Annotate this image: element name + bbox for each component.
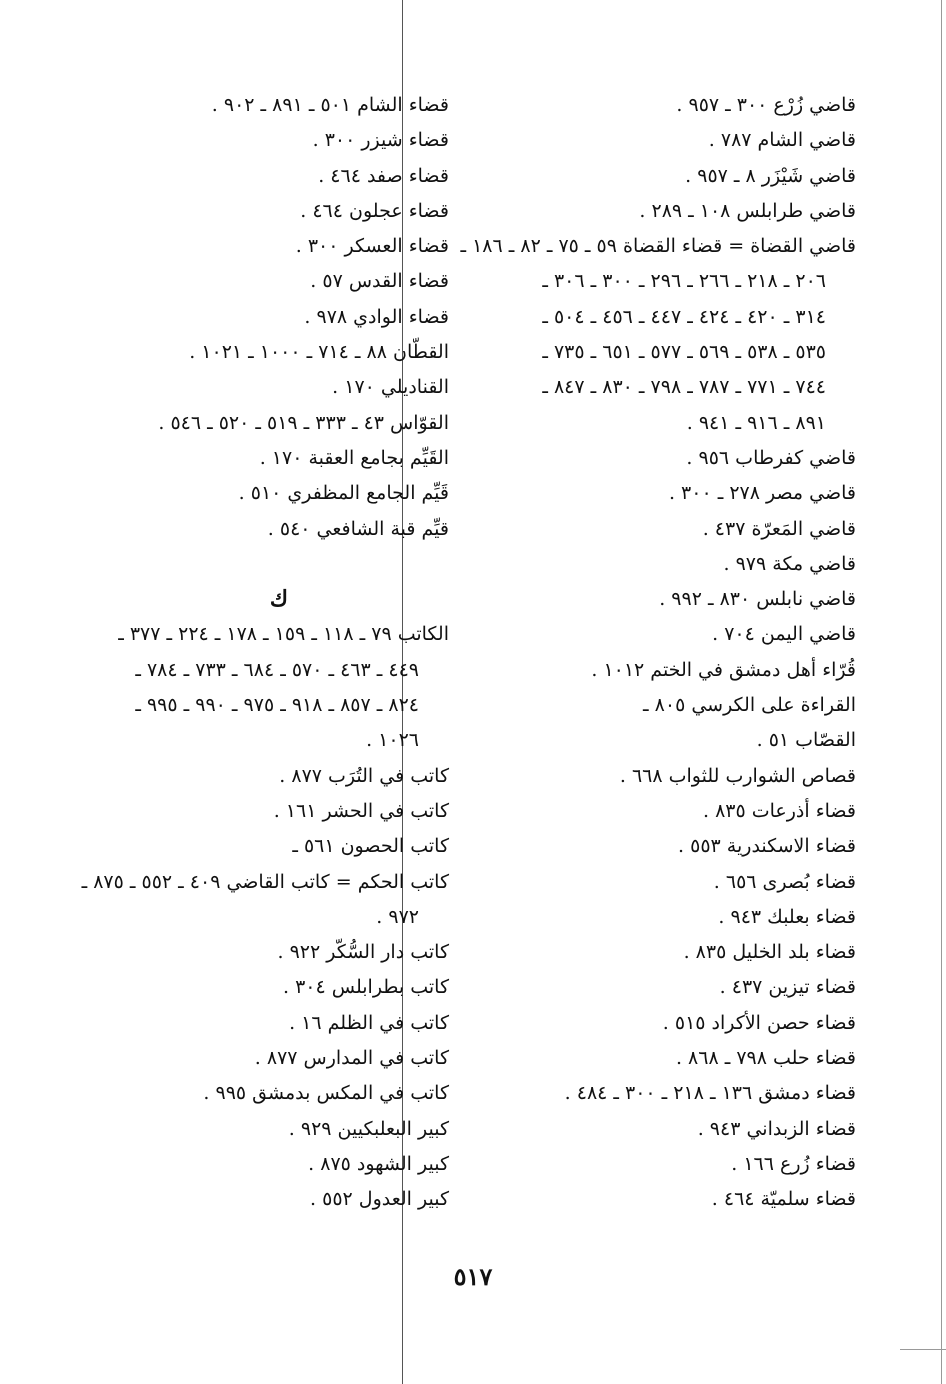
index-entry: ٤٤٩ ـ ٤٦٣ ـ ٥٧٠ ـ ٦٨٤ ـ ٧٣٣ ـ ٧٨٤ ـ [135,658,419,681]
index-entry: قاضي مصر ٢٧٨ ـ ٣٠٠ . [668,482,856,505]
index-entry: قاضي مكة ٩٧٩ . [723,552,856,575]
index-entry: قضاء زُرع ١٦٦ . [731,1152,856,1175]
index-entry: قضاء تيزين ٤٣٧ . [719,976,856,999]
index-entry: ٧٤٤ ـ ٧٧١ ـ ٧٨٧ ـ ٧٩٨ ـ ٨٣٠ ـ ٨٤٧ ـ [542,376,826,399]
index-entry: كاتب في المكس بدمشق ٩٩٥ . [203,1082,449,1105]
index-entry: قضاء بلد الخليل ٨٣٥ . [683,941,856,964]
index-entry: قضاء دمشق ١٣٦ ـ ٢١٨ ـ ٣٠٠ ـ ٤٨٤ . [564,1082,856,1105]
index-entry: ٨٢٤ ـ ٨٥٧ ـ ٩١٨ ـ ٩٧٥ ـ ٩٩٠ ـ ٩٩٥ ـ [135,694,419,717]
index-entry: قاضي نابلس ٨٣٠ ـ ٩٩٢ . [659,588,856,611]
index-entry: قيِّم قبة الشافعي ٥٤٠ . [267,517,449,540]
index-entry: القطّان ٨٨ ـ ٧١٤ ـ ١٠٠٠ ـ ١٠٢١ . [189,341,449,364]
index-entry: القناديلي ١٧٠ . [332,376,449,399]
index-entry: قضاء بعلبك ٩٤٣ . [718,905,856,928]
index-entry: قاضي المَعرّة ٤٣٧ . [702,517,856,540]
index-entry: قاضي الشام ٧٨٧ . [708,129,856,152]
index-entry: قضاء الشام ٥٠١ ـ ٨٩١ ـ ٩٠٢ . [211,94,449,116]
index-entry: كاتب في الحشر ١٦١ . [273,799,449,822]
index-entry: ٨٩١ ـ ٩١٦ ـ ٩٤١ . [686,411,826,434]
index-entry: قاضي شَيْزَر ٨ ـ ٩٥٧ . [685,164,856,187]
index-entry: ٥٣٥ ـ ٥٣٨ ـ ٥٦٩ ـ ٥٧٧ ـ ٦٥١ ـ ٧٣٥ ـ [542,341,826,364]
index-entry: قَيِّم الجامع المظفري ٥١٠ . [238,482,449,505]
index-entry: كبير البعلبكيين ٩٢٩ . [288,1117,449,1140]
index-entry: القراءة على الكرسي ٨٠٥ ـ [643,694,856,717]
index-column-right [460,88,856,1218]
index-entry: قضاء الاسكندرية ٥٥٣ . [678,835,856,858]
index-entry: قضاء الزبداني ٩٤٣ . [697,1117,856,1140]
index-entry: كاتب في المدارس ٨٧٧ . [254,1047,449,1070]
index-entry: ١٠٢٦ . [366,729,419,752]
index-entry: كاتب في التُرَب ٨٧٧ . [279,764,449,787]
index-entry: قاضي طرابلس ١٠٨ ـ ٢٨٩ . [639,199,856,222]
index-entry: كاتب في الظلم ١٦ . [289,1011,449,1034]
index-entry: قضاء عجلون ٤٦٤ . [300,199,449,222]
index-entry: قضاء سلميّة ٤٦٤ . [711,1188,856,1211]
index-entry: قاضي زُرْع ٣٠٠ ـ ٩٥٧ . [676,94,856,116]
blank-line [69,547,449,582]
index-entry: كبير الشهود ٨٧٥ . [308,1152,449,1175]
index-entry: قضاء حلب ٧٩٨ ـ ٨٦٨ . [675,1047,856,1070]
index-entry: كاتب الحكم = كاتب القاضي ٤٠٩ ـ ٥٥٢ ـ ٨٧٥ ـ [81,870,449,893]
index-entry: قاضي القضاة = قضاء القضاة ٥٩ ـ ٧٥ ـ ٨٢ ـ ١٨٦ ـ [460,235,856,258]
index-entry: القصّاب ٥١ . [756,729,856,752]
index-entry: قضاء الوادي ٩٧٨ . [304,305,449,328]
index-entry: ٩٧٢ . [376,905,419,928]
index-entry: قضاء أذرعات ٨٣٥ . [702,799,856,822]
index-entry: قضاء القدس ٥٧ . [310,270,449,293]
index-entry: ٢٠٦ ـ ٢١٨ ـ ٢٦٦ ـ ٢٩٦ ـ ٣٠٠ ـ ٣٠٦ ـ [542,270,826,293]
index-entry: القَيِّم بجامع العقبة ١٧٠ . [259,446,449,469]
index-entry: قضاء حصن الأكراد ٥١٥ . [662,1011,856,1034]
index-entry: ٣١٤ ـ ٤٢٠ ـ ٤٢٤ ـ ٤٤٧ ـ ٤٥٦ ـ ٥٠٤ ـ [542,305,826,328]
index-column-left [69,88,449,1218]
index-entry: قضاء بُصرى ٦٥٦ . [713,870,856,893]
index-entry: قُرّاء أهل دمشق في الختم ١٠١٢ . [591,658,856,681]
index-entry: الكاتب ٧٩ ـ ١١٨ ـ ١٥٩ ـ ١٧٨ ـ ٢٢٤ ـ ٣٧٧ ـ [118,623,449,646]
index-entry: كاتب دار السُّكّر ٩٢٢ . [277,941,449,964]
index-entry: كبير العدول ٥٥٢ . [310,1188,449,1211]
section-letter-heading: ك [269,586,289,613]
index-entry: قضاء العسكر ٣٠٠ . [295,235,449,258]
index-entry: كاتب الحصون ٥٦١ ـ [292,835,449,858]
page-edge-line [941,0,942,1384]
corner-mark [900,1349,946,1350]
index-entry: كاتب بطرابلس ٣٠٤ . [282,976,449,999]
index-entry: قضاء صفد ٤٦٤ . [318,164,449,187]
index-entry: قاضي كفرطاب ٩٥٦ . [686,446,856,469]
index-entry: قصاص الشوارب للثواب ٦٦٨ . [619,764,856,787]
index-entry: قاضي اليمن ٧٠٤ . [712,623,856,646]
index-entry: القوّاس ٤٣ ـ ٣٣٣ ـ ٥١٩ ـ ٥٢٠ ـ ٥٤٦ . [158,411,449,434]
index-entry: قضاء شيزر ٣٠٠ . [312,129,449,152]
page-number: ٥١٧ [453,1262,493,1291]
